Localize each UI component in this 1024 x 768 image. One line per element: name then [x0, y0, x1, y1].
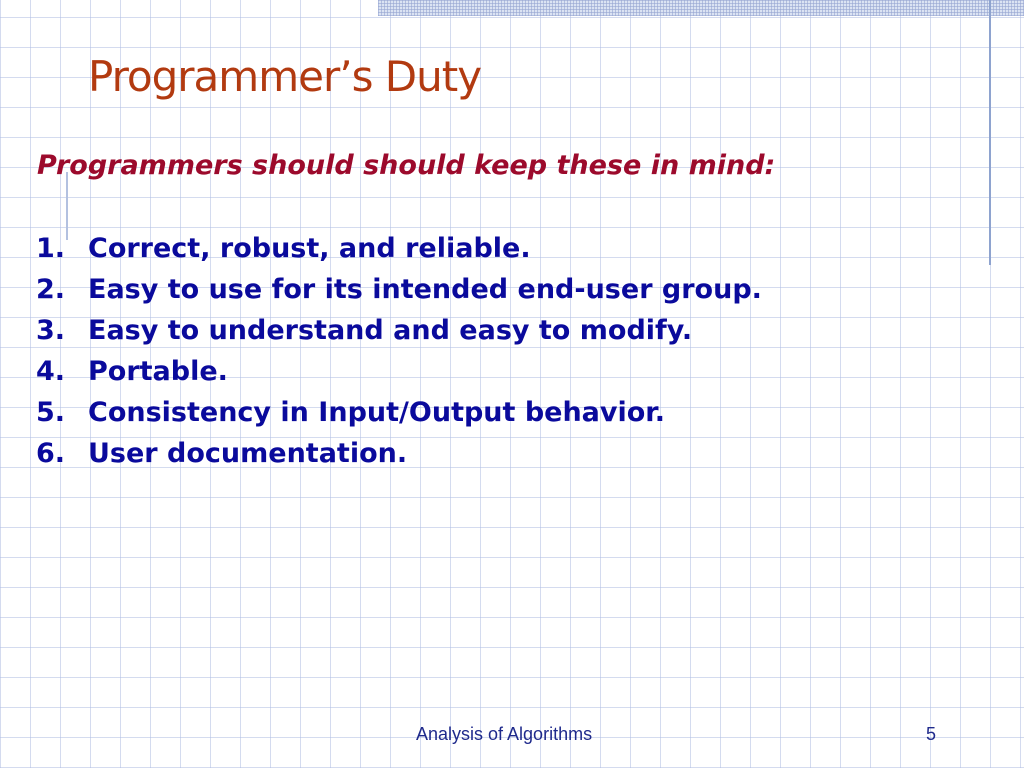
- footer-text: Analysis of Algorithms: [416, 724, 593, 744]
- list-item-number: 2.: [36, 274, 66, 305]
- list-item-text: Portable.: [88, 356, 228, 387]
- list-item: [36, 269, 762, 310]
- list-item-text: Consistency in Input/Output behavior.: [88, 397, 666, 428]
- list-item-text: User documentation.: [88, 438, 408, 469]
- right-decorative-rule: [989, 0, 991, 265]
- slide-number: 5: [926, 724, 937, 744]
- top-decorative-band: [378, 0, 1024, 16]
- list-item-text: Easy to use for its intended end-user group.: [88, 274, 762, 305]
- slide-subtitle: Programmers should should keep these in mind:: [37, 150, 776, 181]
- list-item-number: 1.: [36, 233, 66, 264]
- list-item: [36, 351, 762, 392]
- list-item-number: 5.: [36, 397, 66, 428]
- list-item-number: 6.: [36, 438, 66, 469]
- slide-title: Programmer’s Duty: [88, 52, 482, 101]
- list-item-number: 3.: [36, 315, 66, 346]
- list-item-number: 4.: [36, 356, 66, 387]
- list-item-text: Correct, robust, and reliable.: [88, 233, 531, 264]
- list-item: [36, 392, 762, 433]
- list-item-text: Easy to understand and easy to modify.: [88, 315, 693, 346]
- list-item: [36, 228, 762, 269]
- list-item: [36, 433, 762, 474]
- list-item: [36, 310, 762, 351]
- duty-list: [36, 228, 762, 474]
